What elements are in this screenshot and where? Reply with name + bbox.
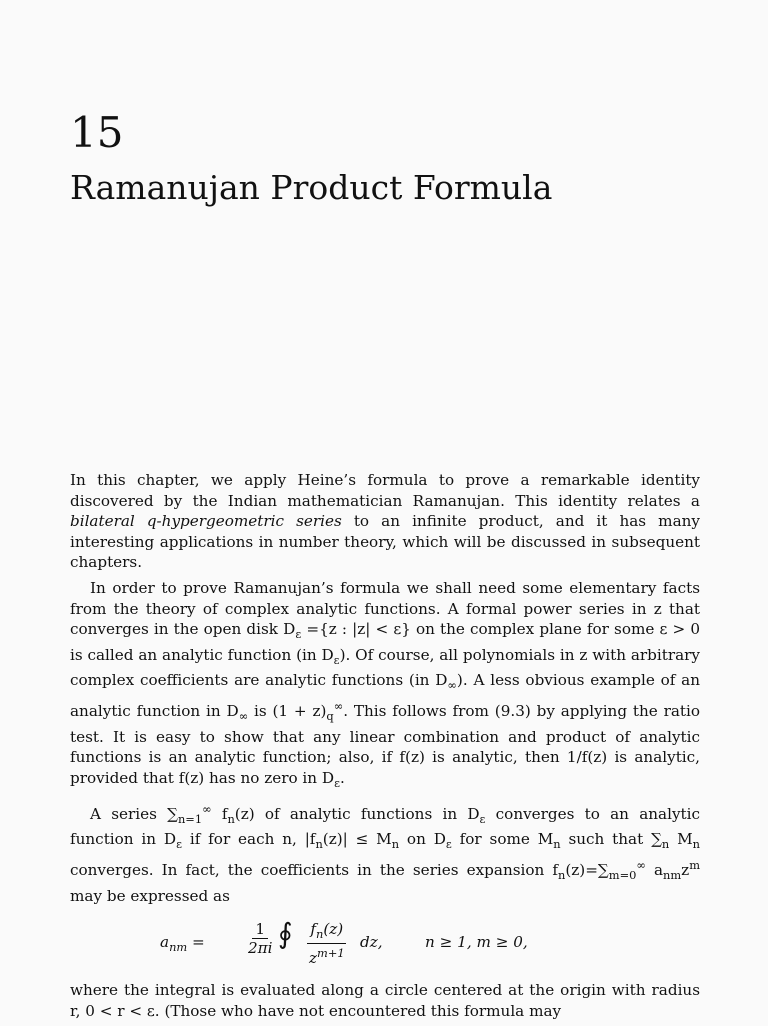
superscript: m: [689, 857, 700, 872]
fraction-denominator: 2πi: [248, 939, 273, 958]
contour-integral-symbol: ∮: [278, 917, 293, 951]
subscript: nm: [663, 867, 682, 882]
subscript: n: [692, 837, 701, 852]
paragraph-intro: [70, 470, 700, 573]
text-run: ). A less obvious example of an analytic function in D: [70, 671, 700, 721]
fraction-numerator: [307, 920, 346, 944]
equation-lhs: [160, 932, 205, 958]
paragraph-analytic-functions: [70, 578, 700, 794]
text-run: f: [211, 804, 228, 823]
fraction-numerator: 1: [252, 920, 268, 939]
subscript: n: [553, 837, 561, 852]
fraction-denominator: [306, 944, 348, 967]
text-run: on D: [399, 830, 446, 849]
text-run: converges. In fact, the coefficients in the series expansion f: [70, 860, 559, 879]
subscript: n: [661, 837, 670, 852]
fraction-one-over-two-pi-i: [245, 920, 276, 957]
text-run: A series ∑: [90, 804, 178, 823]
text-run: if for each n, |f: [182, 830, 316, 849]
differential: dz,: [360, 933, 383, 952]
subscript: ε: [333, 652, 340, 667]
subscript: ε: [445, 837, 452, 852]
subscript: ∞: [238, 709, 249, 724]
subscript: n: [391, 837, 400, 852]
superscript: ∞: [636, 857, 646, 872]
text-run: where the integral is evaluated along a circle centered at the origin with radius r, 0 < r < ε. (Those who have not encountered this formula may: [70, 981, 700, 1020]
text-run: a: [645, 860, 664, 879]
text-run: such that ∑: [560, 830, 662, 849]
subscript: ε: [334, 775, 340, 790]
subscript: q: [326, 709, 334, 724]
text-run: . This follows from (9.3) by applying the ratio test. It is easy to show that any linear combination and product of analytic functions is an analytic function; also, if f(z) is analytic, then 1/f(z) is analytic, provided that f(z) has no zero in D: [70, 702, 701, 787]
emphasis-text: bilateral q-hypergeometric series: [70, 512, 342, 531]
superscript: m+1: [317, 946, 345, 961]
text-run: M: [669, 830, 693, 849]
subscript: ε: [479, 811, 486, 826]
text-run: for some M: [451, 830, 554, 849]
chapter-body: [70, 470, 700, 1026]
subscript: nm: [169, 940, 188, 955]
text-run: In order to prove Ramanujan’s formula we shall need some elementary facts from the theory of complex analytic functions. A formal power series in z that converges in the open disk D: [70, 578, 700, 639]
cauchy-coefficient-equation: [70, 914, 700, 974]
fraction-integrand: [306, 920, 348, 967]
equals-sign: =: [187, 933, 205, 952]
paragraph-series: [70, 799, 700, 907]
text-run: ). Of course, all polynomials in z with arbitrary complex coefficients are analytic functions (in D: [70, 645, 700, 690]
superscript: ∞: [202, 801, 212, 816]
text-run: f: [310, 920, 317, 939]
subscript: m=0: [608, 867, 637, 882]
text-run: (z)| ≤ M: [322, 830, 392, 849]
text-run: (z)=∑: [565, 860, 609, 879]
subscript: n=1: [177, 811, 203, 826]
text-run: converges to an analytic function in D: [70, 804, 700, 849]
subscript: n: [315, 837, 323, 852]
text-run: may be expressed as: [70, 886, 230, 905]
text-run: (z) of analytic functions in D: [234, 804, 480, 823]
text-run: (z): [323, 920, 344, 939]
text-run: z: [681, 860, 690, 879]
index-conditions: n ≥ 1, m ≥ 0,: [425, 933, 528, 952]
subscript: ∞: [447, 678, 457, 693]
chapter-number: 15: [70, 108, 124, 157]
text-run: z: [309, 949, 318, 968]
text-run: .: [339, 768, 345, 787]
subscript: n: [227, 811, 235, 826]
subscript: n: [558, 867, 566, 882]
subscript: ε: [176, 837, 182, 852]
text-run: In this chapter, we apply Heine’s formula to prove a remarkable identity discovered by the Indian mathematician Ramanujan. This identity relates a: [70, 471, 700, 510]
superscript: ∞: [333, 699, 344, 714]
text-run: ={z : |z| < ε} on the complex plane for some ε > 0 is called an analytic function (in D: [70, 620, 700, 664]
subscript: ε: [295, 627, 302, 642]
paragraph-integral-note: [70, 980, 700, 1021]
text-run: a: [160, 933, 170, 952]
text-run: is (1 + z): [248, 702, 327, 721]
text-run: to an infinite product, and it has many interesting applications in number theory, which will be discussed in subsequent chapters.: [70, 512, 700, 572]
chapter-title: Ramanujan Product Formula: [70, 168, 553, 207]
subscript: n: [316, 927, 324, 942]
